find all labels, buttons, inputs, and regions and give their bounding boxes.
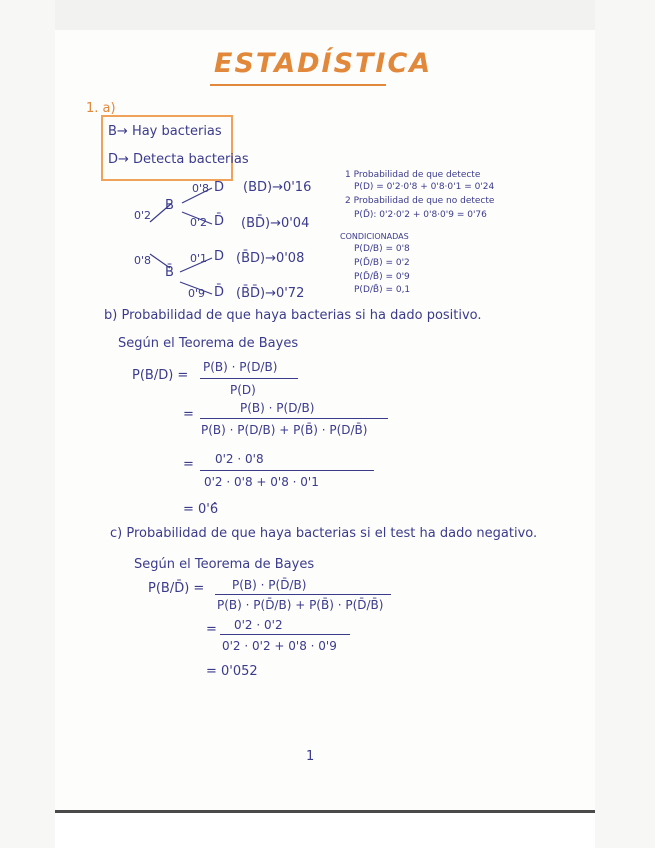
note-1-title: 1 Probabilidad de que detecte bbox=[345, 170, 481, 180]
part-b-f1-den: P(D) bbox=[230, 383, 256, 397]
leaf-3-joint: (B̄D)→0'08 bbox=[236, 251, 305, 266]
part-b-result: = 0'6̂ bbox=[183, 502, 219, 517]
page-number: 1 bbox=[306, 749, 315, 764]
part-b-eq-2: = bbox=[183, 457, 194, 472]
part-c-f1-num: P(B) · P(D̄/B) bbox=[232, 578, 307, 592]
leaf-1-joint: (BD)→0'16 bbox=[243, 180, 312, 195]
tree-node-b: B bbox=[165, 198, 174, 213]
definition-b: B→ Hay bacterias bbox=[108, 124, 222, 139]
part-c-f1-bar bbox=[215, 594, 391, 595]
note-2-value: P(D̄): 0'2·0'2 + 0'8·0'9 = 0'76 bbox=[354, 210, 487, 220]
part-c-lhs: P(B/D̄) = bbox=[148, 581, 205, 596]
tree-node-bbar: B̄ bbox=[165, 265, 174, 280]
leaf-4-joint: (B̄D̄)→0'72 bbox=[236, 286, 305, 301]
conditional-2: P(D̄/B) = 0'2 bbox=[354, 258, 410, 268]
tree-root-b-prob: 0'2 bbox=[134, 209, 152, 222]
tree-root-bbar-prob: 0'8 bbox=[134, 254, 152, 267]
leaf-3-event: D bbox=[214, 249, 225, 264]
note-1-value: P(D) = 0'2·0'8 + 0'8·0'1 = 0'24 bbox=[354, 182, 495, 192]
page-title: ESTADÍSTICA bbox=[214, 48, 433, 79]
part-b-f3-den: 0'2 · 0'8 + 0'8 · 0'1 bbox=[204, 475, 319, 489]
part-c-result: = 0'052 bbox=[206, 664, 258, 679]
leaf-4-event: D̄ bbox=[214, 285, 225, 300]
part-c-eq: = bbox=[206, 622, 217, 637]
part-c-theorem: Según el Teorema de Bayes bbox=[134, 557, 315, 572]
definition-d: D→ Detecta bacterias bbox=[108, 152, 249, 167]
part-c-f2-den: 0'2 · 0'2 + 0'8 · 0'9 bbox=[222, 639, 337, 653]
leaf-1-prob: 0'8 bbox=[192, 182, 210, 195]
part-b-f2-den: P(B) · P(D/B) + P(B̄) · P(D/B̄) bbox=[201, 423, 368, 437]
leaf-2-prob: 0'2 bbox=[190, 216, 208, 229]
problem-number: 1. a) bbox=[86, 101, 116, 116]
leaf-2-event: D̄ bbox=[214, 214, 225, 229]
part-b-lhs: P(B/D) = bbox=[132, 368, 189, 383]
part-c-f2-bar bbox=[220, 634, 350, 635]
part-b-f1-bar bbox=[200, 378, 298, 379]
conditional-4: P(D/B̄) = 0,1 bbox=[354, 285, 411, 295]
part-b-heading: b) Probabilidad de que haya bacterias si ha dado positivo. bbox=[104, 308, 482, 323]
part-b-f3-num: 0'2 · 0'8 bbox=[215, 452, 264, 466]
leaf-1-event: D bbox=[214, 180, 225, 195]
part-c-f1-den: P(B) · P(D̄/B) + P(B̄) · P(D̄/B̄) bbox=[217, 598, 384, 612]
part-b-eq-1: = bbox=[183, 407, 194, 422]
note-2-title: 2 Probabilidad de que no detecte bbox=[345, 196, 495, 206]
conditional-1: P(D/B) = 0'8 bbox=[354, 244, 410, 254]
conditionals-title: CONDICIONADAS bbox=[340, 232, 409, 241]
leaf-2-joint: (BD̄)→0'04 bbox=[241, 216, 310, 231]
part-b-f2-num: P(B) · P(D/B) bbox=[240, 401, 315, 415]
part-c-f2-num: 0'2 · 0'2 bbox=[234, 618, 283, 632]
leaf-4-prob: 0'9 bbox=[188, 287, 206, 300]
part-c-heading: c) Probabilidad de que haya bacterias si el test ha dado negativo. bbox=[110, 526, 538, 541]
part-b-f3-bar bbox=[200, 470, 374, 471]
part-b-f2-bar bbox=[200, 418, 388, 419]
part-b-f1-num: P(B) · P(D/B) bbox=[203, 360, 278, 374]
leaf-3-prob: 0'1 bbox=[190, 252, 208, 265]
part-b-theorem: Según el Teorema de Bayes bbox=[118, 336, 299, 351]
conditional-3: P(D̄/B̄) = 0'9 bbox=[354, 272, 410, 282]
